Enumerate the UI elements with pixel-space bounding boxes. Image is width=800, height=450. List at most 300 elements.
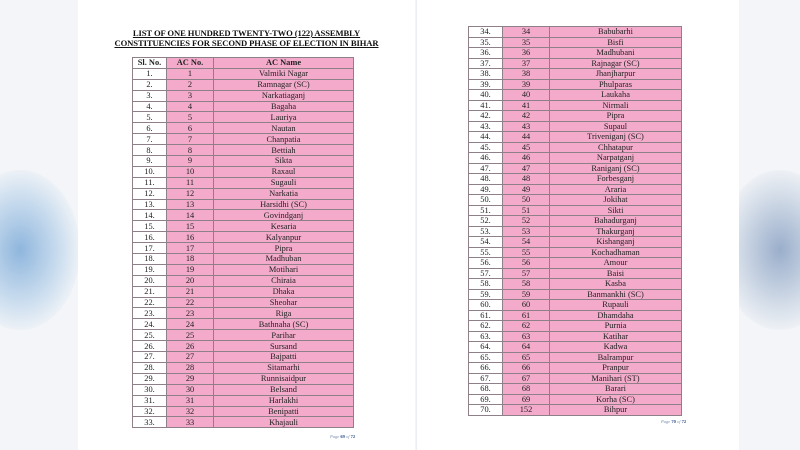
ac-no-cell: 33 xyxy=(167,417,214,428)
sl-no-cell: 10. xyxy=(133,166,167,177)
sl-no-cell: 36. xyxy=(469,48,503,59)
header-sl-no: Sl. No. xyxy=(133,58,167,69)
ac-no-cell: 5 xyxy=(167,112,214,123)
table-row xyxy=(469,352,682,363)
sl-no-cell: 52. xyxy=(469,216,503,227)
table-row xyxy=(469,27,682,38)
header-ac-name: AC Name xyxy=(214,58,354,69)
ac-name-cell: Jhanjharpur xyxy=(550,69,682,80)
header-ac-no: AC No. xyxy=(167,58,214,69)
ac-name-cell: Harlakhi xyxy=(214,395,354,406)
table-row xyxy=(469,79,682,90)
table-row xyxy=(133,90,354,101)
sl-no-cell: 6. xyxy=(133,123,167,134)
ac-name-cell: Nautan xyxy=(214,123,354,134)
sl-no-cell: 38. xyxy=(469,69,503,80)
ac-name-cell: Banmankhi (SC) xyxy=(550,289,682,300)
table-row xyxy=(469,90,682,101)
ac-no-cell: 54 xyxy=(503,237,550,248)
ac-name-cell: Pranpur xyxy=(550,363,682,374)
ac-name-cell: Araria xyxy=(550,184,682,195)
sl-no-cell: 26. xyxy=(133,341,167,352)
ac-name-cell: Dhamdaha xyxy=(550,310,682,321)
sl-no-cell: 27. xyxy=(133,352,167,363)
sl-no-cell: 11. xyxy=(133,177,167,188)
ac-no-cell: 14 xyxy=(167,210,214,221)
table-row xyxy=(133,123,354,134)
sl-no-cell: 3. xyxy=(133,90,167,101)
sl-no-cell: 34. xyxy=(469,27,503,38)
table-row xyxy=(469,279,682,290)
sl-no-cell: 4. xyxy=(133,101,167,112)
table-row xyxy=(469,142,682,153)
ac-name-cell: Chhatapur xyxy=(550,142,682,153)
table-row xyxy=(133,156,354,167)
sl-no-cell: 5. xyxy=(133,112,167,123)
table-row xyxy=(469,384,682,395)
ac-no-cell: 64 xyxy=(503,342,550,353)
footer-total-pages: 72 xyxy=(350,434,356,439)
sl-no-cell: 57. xyxy=(469,268,503,279)
table-row xyxy=(133,297,354,308)
ac-no-cell: 20 xyxy=(167,275,214,286)
sl-no-cell: 69. xyxy=(469,394,503,405)
table-row xyxy=(469,37,682,48)
sl-no-cell: 31. xyxy=(133,395,167,406)
table-row xyxy=(133,417,354,428)
sl-no-cell: 8. xyxy=(133,145,167,156)
sl-no-cell: 2. xyxy=(133,79,167,90)
ac-name-cell: Amour xyxy=(550,258,682,269)
footer-of: of xyxy=(677,419,681,424)
ac-name-cell: Chiraia xyxy=(214,275,354,286)
sl-no-cell: 17. xyxy=(133,243,167,254)
ac-no-cell: 32 xyxy=(167,406,214,417)
ac-name-cell: Purnia xyxy=(550,321,682,332)
sl-no-cell: 55. xyxy=(469,247,503,258)
ac-no-cell: 43 xyxy=(503,121,550,132)
table-row xyxy=(469,321,682,332)
table-row xyxy=(133,221,354,232)
ac-name-cell: Sursand xyxy=(214,341,354,352)
ac-no-cell: 36 xyxy=(503,48,550,59)
constituency-table-page-69 xyxy=(132,57,354,428)
sl-no-cell: 53. xyxy=(469,226,503,237)
ac-no-cell: 2 xyxy=(167,79,214,90)
ac-no-cell: 63 xyxy=(503,331,550,342)
ac-name-cell: Kasba xyxy=(550,279,682,290)
table-row xyxy=(133,166,354,177)
ac-name-cell: Manihari (ST) xyxy=(550,373,682,384)
ac-name-cell: Phulparas xyxy=(550,79,682,90)
ac-no-cell: 39 xyxy=(503,79,550,90)
ac-name-cell: Narkatia xyxy=(214,188,354,199)
ac-name-cell: Bahadurganj xyxy=(550,216,682,227)
table-row xyxy=(133,188,354,199)
ac-name-cell: Laukaha xyxy=(550,90,682,101)
ac-no-cell: 152 xyxy=(503,405,550,416)
ac-name-cell: Sikta xyxy=(214,156,354,167)
ac-no-cell: 48 xyxy=(503,174,550,185)
ac-name-cell: Kadwa xyxy=(550,342,682,353)
ac-no-cell: 29 xyxy=(167,373,214,384)
table-row xyxy=(469,237,682,248)
ac-no-cell: 34 xyxy=(503,27,550,38)
ac-name-cell: Kesaria xyxy=(214,221,354,232)
table-row xyxy=(133,243,354,254)
table-row xyxy=(469,174,682,185)
table-row xyxy=(469,205,682,216)
ac-name-cell: Sikti xyxy=(550,205,682,216)
ac-name-cell: Kalyanpur xyxy=(214,232,354,243)
ac-no-cell: 66 xyxy=(503,363,550,374)
table-row xyxy=(469,394,682,405)
sl-no-cell: 30. xyxy=(133,384,167,395)
table-header-row xyxy=(133,58,354,69)
ac-no-cell: 57 xyxy=(503,268,550,279)
sl-no-cell: 67. xyxy=(469,373,503,384)
ac-name-cell: Belsand xyxy=(214,384,354,395)
sl-no-cell: 1. xyxy=(133,68,167,79)
table-row xyxy=(133,395,354,406)
table-row xyxy=(469,184,682,195)
sl-no-cell: 56. xyxy=(469,258,503,269)
title-line-2: CONSTITUENCIES FOR SECOND PHASE OF ELECTION IN BIHAR xyxy=(114,38,379,48)
ac-no-cell: 16 xyxy=(167,232,214,243)
ac-no-cell: 52 xyxy=(503,216,550,227)
ac-no-cell: 22 xyxy=(167,297,214,308)
sl-no-cell: 32. xyxy=(133,406,167,417)
table-row xyxy=(469,163,682,174)
sl-no-cell: 61. xyxy=(469,310,503,321)
table-row xyxy=(469,258,682,269)
sl-no-cell: 29. xyxy=(133,373,167,384)
sl-no-cell: 33. xyxy=(133,417,167,428)
ac-name-cell: Harsidhi (SC) xyxy=(214,199,354,210)
ac-no-cell: 31 xyxy=(167,395,214,406)
ac-no-cell: 13 xyxy=(167,199,214,210)
ac-no-cell: 11 xyxy=(167,177,214,188)
table-row xyxy=(469,111,682,122)
ac-no-cell: 24 xyxy=(167,319,214,330)
ac-no-cell: 47 xyxy=(503,163,550,174)
sl-no-cell: 70. xyxy=(469,405,503,416)
ac-name-cell: Raniganj (SC) xyxy=(550,163,682,174)
sl-no-cell: 7. xyxy=(133,134,167,145)
ac-no-cell: 58 xyxy=(503,279,550,290)
table-row xyxy=(133,134,354,145)
table-row xyxy=(133,319,354,330)
table-row xyxy=(133,145,354,156)
ac-no-cell: 55 xyxy=(503,247,550,258)
table-row xyxy=(133,210,354,221)
table-row xyxy=(469,69,682,80)
ac-name-cell: Katihar xyxy=(550,331,682,342)
sl-no-cell: 42. xyxy=(469,111,503,122)
footer-total-pages: 72 xyxy=(681,419,687,424)
ac-name-cell: Rajnagar (SC) xyxy=(550,58,682,69)
sl-no-cell: 47. xyxy=(469,163,503,174)
sl-no-cell: 58. xyxy=(469,279,503,290)
table-row xyxy=(469,48,682,59)
ac-no-cell: 27 xyxy=(167,352,214,363)
ac-no-cell: 46 xyxy=(503,153,550,164)
ac-no-cell: 62 xyxy=(503,321,550,332)
ac-name-cell: Dhaka xyxy=(214,286,354,297)
table-row xyxy=(469,247,682,258)
sl-no-cell: 39. xyxy=(469,79,503,90)
ac-name-cell: Lauriya xyxy=(214,112,354,123)
table-row xyxy=(133,112,354,123)
table-row xyxy=(133,275,354,286)
table-row xyxy=(133,373,354,384)
table-row xyxy=(133,330,354,341)
ac-name-cell: Ramnagar (SC) xyxy=(214,79,354,90)
ac-name-cell: Korha (SC) xyxy=(550,394,682,405)
sl-no-cell: 16. xyxy=(133,232,167,243)
document-title xyxy=(78,28,415,48)
sl-no-cell: 44. xyxy=(469,132,503,143)
table-row xyxy=(133,232,354,243)
sl-no-cell: 65. xyxy=(469,352,503,363)
table-row xyxy=(133,79,354,90)
ac-no-cell: 7 xyxy=(167,134,214,145)
ac-no-cell: 53 xyxy=(503,226,550,237)
ac-name-cell: Triveniganj (SC) xyxy=(550,132,682,143)
ac-name-cell: Raxaul xyxy=(214,166,354,177)
ac-name-cell: Kochadhaman xyxy=(550,247,682,258)
background-blur-left xyxy=(0,170,80,330)
ac-no-cell: 19 xyxy=(167,264,214,275)
sl-no-cell: 25. xyxy=(133,330,167,341)
ac-no-cell: 26 xyxy=(167,341,214,352)
ac-no-cell: 40 xyxy=(503,90,550,101)
table-row xyxy=(469,331,682,342)
ac-no-cell: 37 xyxy=(503,58,550,69)
footer-page-number: 70 xyxy=(671,419,676,424)
footer-of: of xyxy=(346,434,350,439)
table-row xyxy=(133,406,354,417)
ac-name-cell: Supaul xyxy=(550,121,682,132)
ac-name-cell: Forbesganj xyxy=(550,174,682,185)
ac-no-cell: 15 xyxy=(167,221,214,232)
ac-no-cell: 8 xyxy=(167,145,214,156)
ac-name-cell: Govindganj xyxy=(214,210,354,221)
table-row xyxy=(133,341,354,352)
ac-name-cell: Balrampur xyxy=(550,352,682,363)
sl-no-cell: 9. xyxy=(133,156,167,167)
table-row xyxy=(133,384,354,395)
ac-no-cell: 61 xyxy=(503,310,550,321)
ac-no-cell: 49 xyxy=(503,184,550,195)
ac-no-cell: 60 xyxy=(503,300,550,311)
page-footer xyxy=(661,419,686,424)
sl-no-cell: 24. xyxy=(133,319,167,330)
sl-no-cell: 51. xyxy=(469,205,503,216)
table-row xyxy=(133,68,354,79)
table-row xyxy=(469,121,682,132)
footer-prefix: Page xyxy=(330,434,340,439)
table-row xyxy=(133,308,354,319)
ac-name-cell: Parihar xyxy=(214,330,354,341)
table-row xyxy=(469,216,682,227)
ac-name-cell: Bajpatti xyxy=(214,352,354,363)
table-row xyxy=(469,300,682,311)
ac-no-cell: 12 xyxy=(167,188,214,199)
table-row xyxy=(133,254,354,265)
ac-name-cell: Jokihat xyxy=(550,195,682,206)
ac-name-cell: Rupauli xyxy=(550,300,682,311)
sl-no-cell: 59. xyxy=(469,289,503,300)
sl-no-cell: 20. xyxy=(133,275,167,286)
table-row xyxy=(469,153,682,164)
ac-no-cell: 30 xyxy=(167,384,214,395)
table-row xyxy=(469,195,682,206)
ac-no-cell: 69 xyxy=(503,394,550,405)
ac-no-cell: 65 xyxy=(503,352,550,363)
ac-no-cell: 41 xyxy=(503,100,550,111)
sl-no-cell: 43. xyxy=(469,121,503,132)
ac-name-cell: Baisi xyxy=(550,268,682,279)
ac-name-cell: Narkatiaganj xyxy=(214,90,354,101)
ac-name-cell: Bagaha xyxy=(214,101,354,112)
sl-no-cell: 28. xyxy=(133,362,167,373)
table-row xyxy=(133,264,354,275)
ac-no-cell: 6 xyxy=(167,123,214,134)
sl-no-cell: 66. xyxy=(469,363,503,374)
ac-no-cell: 21 xyxy=(167,286,214,297)
ac-no-cell: 1 xyxy=(167,68,214,79)
ac-no-cell: 28 xyxy=(167,362,214,373)
ac-name-cell: Thakurganj xyxy=(550,226,682,237)
ac-no-cell: 67 xyxy=(503,373,550,384)
ac-no-cell: 35 xyxy=(503,37,550,48)
ac-name-cell: Bathnaha (SC) xyxy=(214,319,354,330)
ac-name-cell: Nirmali xyxy=(550,100,682,111)
table-row xyxy=(469,268,682,279)
sl-no-cell: 60. xyxy=(469,300,503,311)
page-footer xyxy=(330,434,355,439)
table-row xyxy=(469,342,682,353)
ac-no-cell: 56 xyxy=(503,258,550,269)
ac-no-cell: 17 xyxy=(167,243,214,254)
title-line-1: LIST OF ONE HUNDRED TWENTY-TWO (122) ASSEMBLY xyxy=(132,28,361,38)
table-row xyxy=(133,177,354,188)
ac-no-cell: 38 xyxy=(503,69,550,80)
ac-name-cell: Madhubani xyxy=(550,48,682,59)
sl-no-cell: 50. xyxy=(469,195,503,206)
sl-no-cell: 45. xyxy=(469,142,503,153)
ac-name-cell: Narpatganj xyxy=(550,153,682,164)
sl-no-cell: 41. xyxy=(469,100,503,111)
footer-prefix: Page xyxy=(661,419,671,424)
ac-no-cell: 23 xyxy=(167,308,214,319)
table-row xyxy=(469,289,682,300)
sl-no-cell: 35. xyxy=(469,37,503,48)
ac-no-cell: 51 xyxy=(503,205,550,216)
sl-no-cell: 49. xyxy=(469,184,503,195)
sl-no-cell: 21. xyxy=(133,286,167,297)
sl-no-cell: 68. xyxy=(469,384,503,395)
ac-no-cell: 50 xyxy=(503,195,550,206)
ac-name-cell: Kishanganj xyxy=(550,237,682,248)
ac-name-cell: Bihpur xyxy=(550,405,682,416)
ac-name-cell: Pipra xyxy=(214,243,354,254)
ac-no-cell: 9 xyxy=(167,156,214,167)
sl-no-cell: 64. xyxy=(469,342,503,353)
table-row xyxy=(133,286,354,297)
sl-no-cell: 37. xyxy=(469,58,503,69)
ac-name-cell: Chanpatia xyxy=(214,134,354,145)
ac-name-cell: Sugauli xyxy=(214,177,354,188)
ac-name-cell: Babubarhi xyxy=(550,27,682,38)
sl-no-cell: 22. xyxy=(133,297,167,308)
table-row xyxy=(133,101,354,112)
ac-name-cell: Madhuban xyxy=(214,254,354,265)
table-row xyxy=(469,373,682,384)
table-row xyxy=(469,310,682,321)
ac-name-cell: Runnisaidpur xyxy=(214,373,354,384)
ac-no-cell: 45 xyxy=(503,142,550,153)
constituency-table-page-70 xyxy=(468,26,682,416)
ac-no-cell: 68 xyxy=(503,384,550,395)
sl-no-cell: 23. xyxy=(133,308,167,319)
ac-name-cell: Khajauli xyxy=(214,417,354,428)
table-row xyxy=(133,362,354,373)
document-page-69 xyxy=(78,0,415,450)
table-row xyxy=(133,199,354,210)
ac-name-cell: Bettiah xyxy=(214,145,354,156)
table-row xyxy=(469,100,682,111)
sl-no-cell: 46. xyxy=(469,153,503,164)
ac-no-cell: 18 xyxy=(167,254,214,265)
sl-no-cell: 14. xyxy=(133,210,167,221)
ac-name-cell: Motihari xyxy=(214,264,354,275)
ac-name-cell: Bisfi xyxy=(550,37,682,48)
table-row xyxy=(469,226,682,237)
ac-no-cell: 42 xyxy=(503,111,550,122)
table-row xyxy=(133,352,354,363)
sl-no-cell: 15. xyxy=(133,221,167,232)
ac-no-cell: 25 xyxy=(167,330,214,341)
ac-name-cell: Valmiki Nagar xyxy=(214,68,354,79)
ac-no-cell: 3 xyxy=(167,90,214,101)
ac-name-cell: Sitamarhi xyxy=(214,362,354,373)
ac-name-cell: Barari xyxy=(550,384,682,395)
ac-no-cell: 10 xyxy=(167,166,214,177)
table-row xyxy=(469,58,682,69)
ac-no-cell: 44 xyxy=(503,132,550,143)
ac-no-cell: 59 xyxy=(503,289,550,300)
sl-no-cell: 62. xyxy=(469,321,503,332)
ac-name-cell: Riga xyxy=(214,308,354,319)
sl-no-cell: 40. xyxy=(469,90,503,101)
sl-no-cell: 12. xyxy=(133,188,167,199)
sl-no-cell: 48. xyxy=(469,174,503,185)
ac-no-cell: 4 xyxy=(167,101,214,112)
sl-no-cell: 63. xyxy=(469,331,503,342)
table-row xyxy=(469,132,682,143)
footer-page-number: 69 xyxy=(340,434,345,439)
ac-name-cell: Benipatti xyxy=(214,406,354,417)
table-row xyxy=(469,363,682,374)
sl-no-cell: 19. xyxy=(133,264,167,275)
ac-name-cell: Sheohar xyxy=(214,297,354,308)
sl-no-cell: 54. xyxy=(469,237,503,248)
document-page-70 xyxy=(416,0,739,450)
ac-name-cell: Pipra xyxy=(550,111,682,122)
sl-no-cell: 13. xyxy=(133,199,167,210)
